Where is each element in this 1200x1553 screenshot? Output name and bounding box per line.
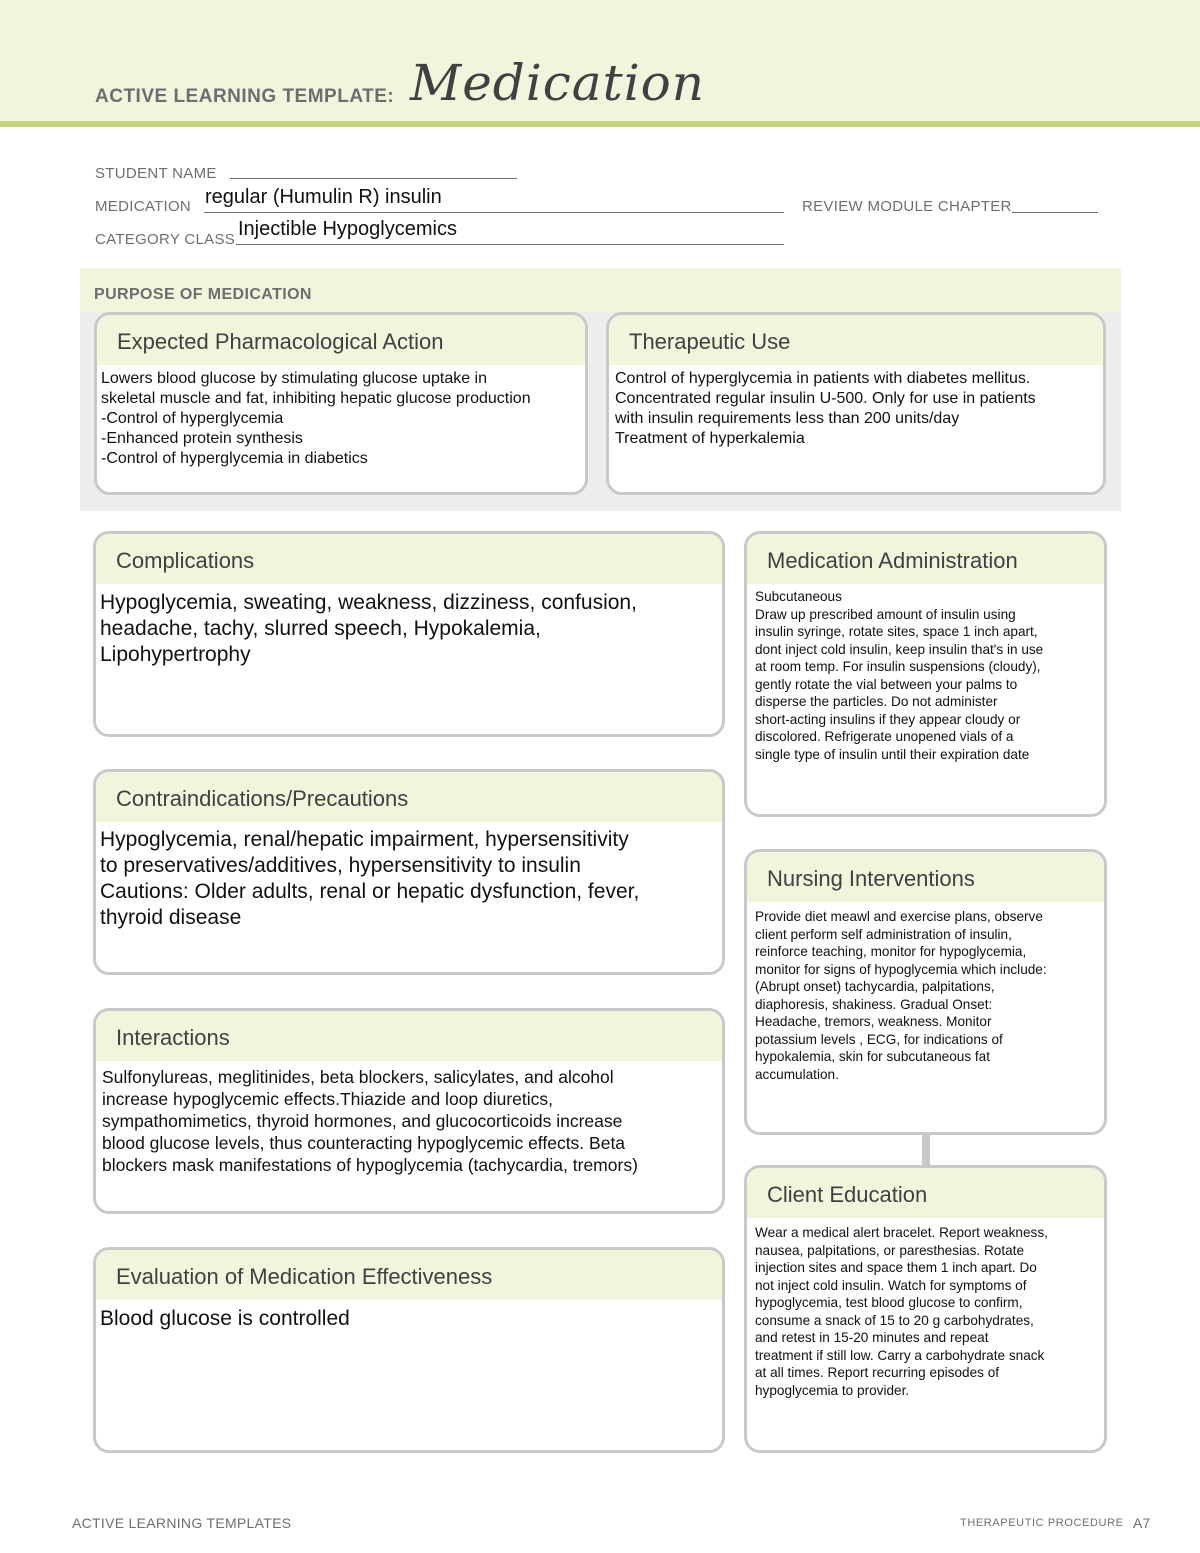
footer-left: ACTIVE LEARNING TEMPLATES bbox=[72, 1515, 292, 1531]
text-line: Hypoglycemia, sweating, weakness, dizziness, confusion, bbox=[100, 591, 637, 614]
footer-page-number: A7 bbox=[1133, 1515, 1151, 1531]
review-module-label: REVIEW MODULE CHAPTER bbox=[802, 198, 1012, 215]
therapeutic-use-box bbox=[606, 312, 1106, 495]
category-class-line bbox=[236, 244, 784, 245]
text-line: nausea, palpitations, or paresthesias. Rotate bbox=[755, 1242, 1025, 1258]
therapeutic-use-title: Therapeutic Use bbox=[609, 315, 1103, 365]
medication-line bbox=[204, 212, 784, 213]
text-line: insulin syringe, rotate sites, space 1 inch apart, bbox=[755, 624, 1038, 639]
interactions-title: Interactions bbox=[96, 1011, 722, 1061]
text-line: short-acting insulins if they appear cloudy or bbox=[755, 711, 1021, 727]
text-line: Concentrated regular insulin U-500. Only for use in patients bbox=[615, 390, 1036, 407]
text-line: disperse the particles. Do not administer bbox=[755, 694, 998, 709]
medication-administration-text[interactable] bbox=[747, 584, 1104, 763]
client-education-title: Client Education bbox=[747, 1168, 1104, 1218]
text-line: at all times. Report recurring episodes of bbox=[755, 1365, 1000, 1380]
text-line: to preservatives/additives, hypersensitivity to insulin bbox=[100, 854, 581, 877]
text-line: -Enhanced protein synthesis bbox=[101, 430, 303, 447]
text-line: -Control of hyperglycemia in diabetics bbox=[101, 450, 368, 467]
medication-administration-box bbox=[744, 531, 1107, 817]
text-line: Lipohypertrophy bbox=[100, 643, 251, 666]
text-line: Lowers blood glucose by stimulating glucose uptake in bbox=[101, 370, 488, 387]
text-line: not inject cold insulin. Watch for symptoms of bbox=[755, 1277, 1027, 1293]
text-line: skeletal muscle and fat, inhibiting hepatic glucose production bbox=[101, 390, 531, 407]
medication-label: MEDICATION bbox=[95, 198, 192, 215]
evaluation-title: Evaluation of Medication Effectiveness bbox=[96, 1250, 722, 1300]
text-line: Sulfonylureas, meglitinides, beta blockers, salicylates, and alcohol bbox=[102, 1067, 614, 1087]
text-line: (Abrupt onset) tachycardia, palpitations, bbox=[755, 979, 995, 994]
header-rule bbox=[0, 121, 1200, 127]
footer-right: THERAPEUTIC PROCEDURE bbox=[960, 1517, 1124, 1529]
section-connector bbox=[922, 1133, 930, 1167]
evaluation-box bbox=[93, 1247, 725, 1453]
text-line: Wear a medical alert bracelet. Report weakness, bbox=[755, 1225, 1048, 1240]
review-module-line bbox=[1012, 212, 1098, 213]
expected-action-text[interactable] bbox=[97, 365, 585, 469]
nursing-interventions-title: Nursing Interventions bbox=[747, 852, 1104, 902]
text-line: Subcutaneous bbox=[755, 589, 842, 604]
text-line: dont inject cold insulin, keep insulin that's in use bbox=[755, 641, 1044, 657]
text-line: Draw up prescribed amount of insulin using bbox=[755, 606, 1016, 622]
purpose-label: PURPOSE OF MEDICATION bbox=[94, 286, 312, 303]
text-line: treatment if still low. Carry a carbohydrate snack bbox=[755, 1347, 1045, 1363]
text-line: client perform self administration of insulin, bbox=[755, 926, 1012, 942]
category-class-label: CATEGORY CLASS bbox=[95, 231, 236, 248]
text-line: monitor for signs of hypoglycemia which include: bbox=[755, 961, 1047, 977]
medication-administration-title: Medication Administration bbox=[747, 534, 1104, 584]
text-line: accumulation. bbox=[755, 1066, 839, 1082]
complications-box bbox=[93, 531, 725, 737]
text-line: headache, tachy, slurred speech, Hypokalemia, bbox=[100, 617, 541, 640]
text-line: Hypoglycemia, renal/hepatic impairment, hypersensitivity bbox=[100, 828, 629, 851]
therapeutic-use-text[interactable] bbox=[609, 365, 1103, 449]
text-line: increase hypoglycemic effects.Thiazide and loop diuretics, bbox=[102, 1089, 554, 1109]
text-line: potassium levels , ECG, for indications of bbox=[755, 1031, 1003, 1047]
text-line: with insulin requirements less than 200 units/day bbox=[615, 410, 960, 427]
text-line: hypoglycemia, test blood glucose to confirm, bbox=[755, 1295, 1023, 1310]
text-line: discolored. Refrigerate unopened vials of a bbox=[755, 729, 1014, 744]
text-line: Provide diet meawl and exercise plans, observe bbox=[755, 909, 1043, 924]
text-line: at room temp. For insulin suspensions (cloudy), bbox=[755, 659, 1041, 674]
text-line: Headache, tremors, weakness. Monitor bbox=[755, 1014, 992, 1029]
category-class-field[interactable]: Injectible Hypoglycemics bbox=[238, 218, 457, 240]
text-line: -Control of hyperglycemia bbox=[101, 410, 284, 427]
student-name-label: STUDENT NAME bbox=[95, 165, 217, 182]
medication-field[interactable]: regular (Humulin R) insulin bbox=[205, 186, 442, 208]
expected-action-box bbox=[94, 312, 588, 495]
text-line: and retest in 15-20 minutes and repeat bbox=[755, 1330, 989, 1345]
contraindications-title: Contraindications/Precautions bbox=[96, 772, 722, 822]
text-line: single type of insulin until their expiration date bbox=[755, 746, 1030, 762]
student-name-line bbox=[230, 178, 517, 179]
text-line: blood glucose levels, thus counteracting hypoglycemic effects. Beta bbox=[102, 1133, 626, 1153]
interactions-text[interactable] bbox=[96, 1061, 722, 1176]
template-label: ACTIVE LEARNING TEMPLATE: bbox=[95, 86, 395, 107]
text-line: hypoglycemia to provider. bbox=[755, 1382, 910, 1398]
text-line: Cautions: Older adults, renal or hepatic dysfunction, fever, bbox=[100, 880, 640, 903]
text-line: injection sites and space them 1 inch apart. Do bbox=[755, 1260, 1037, 1275]
evaluation-text[interactable] bbox=[96, 1300, 722, 1332]
text-line: gently rotate the vial between your palms to bbox=[755, 676, 1018, 692]
client-education-text[interactable] bbox=[747, 1218, 1104, 1399]
nursing-interventions-text[interactable] bbox=[747, 902, 1104, 1083]
text-line: Blood glucose is controlled bbox=[100, 1307, 350, 1330]
text-line: Treatment of hyperkalemia bbox=[615, 430, 805, 447]
complications-title: Complications bbox=[96, 534, 722, 584]
contraindications-text[interactable] bbox=[96, 822, 722, 931]
complications-text[interactable] bbox=[96, 584, 722, 668]
interactions-box bbox=[93, 1008, 725, 1214]
text-line: reinforce teaching, monitor for hypoglycemia, bbox=[755, 944, 1027, 959]
template-title: Medication bbox=[410, 54, 705, 112]
contraindications-box bbox=[93, 769, 725, 975]
nursing-interventions-box bbox=[744, 849, 1107, 1135]
text-line: thyroid disease bbox=[100, 906, 242, 929]
text-line: hypokalemia, skin for subcutaneous fat bbox=[755, 1049, 991, 1064]
expected-action-title: Expected Pharmacological Action bbox=[97, 315, 585, 365]
text-line: blockers mask manifestations of hypoglycemia (tachycardia, tremors) bbox=[102, 1155, 638, 1175]
text-line: Control of hyperglycemia in patients with diabetes mellitus. bbox=[615, 370, 1031, 387]
text-line: diaphoresis, shakiness. Gradual Onset: bbox=[755, 996, 993, 1012]
client-education-box bbox=[744, 1165, 1107, 1453]
text-line: sympathomimetics, thyroid hormones, and glucocorticoids increase bbox=[102, 1111, 623, 1131]
text-line: consume a snack of 15 to 20 g carbohydrates, bbox=[755, 1312, 1034, 1328]
